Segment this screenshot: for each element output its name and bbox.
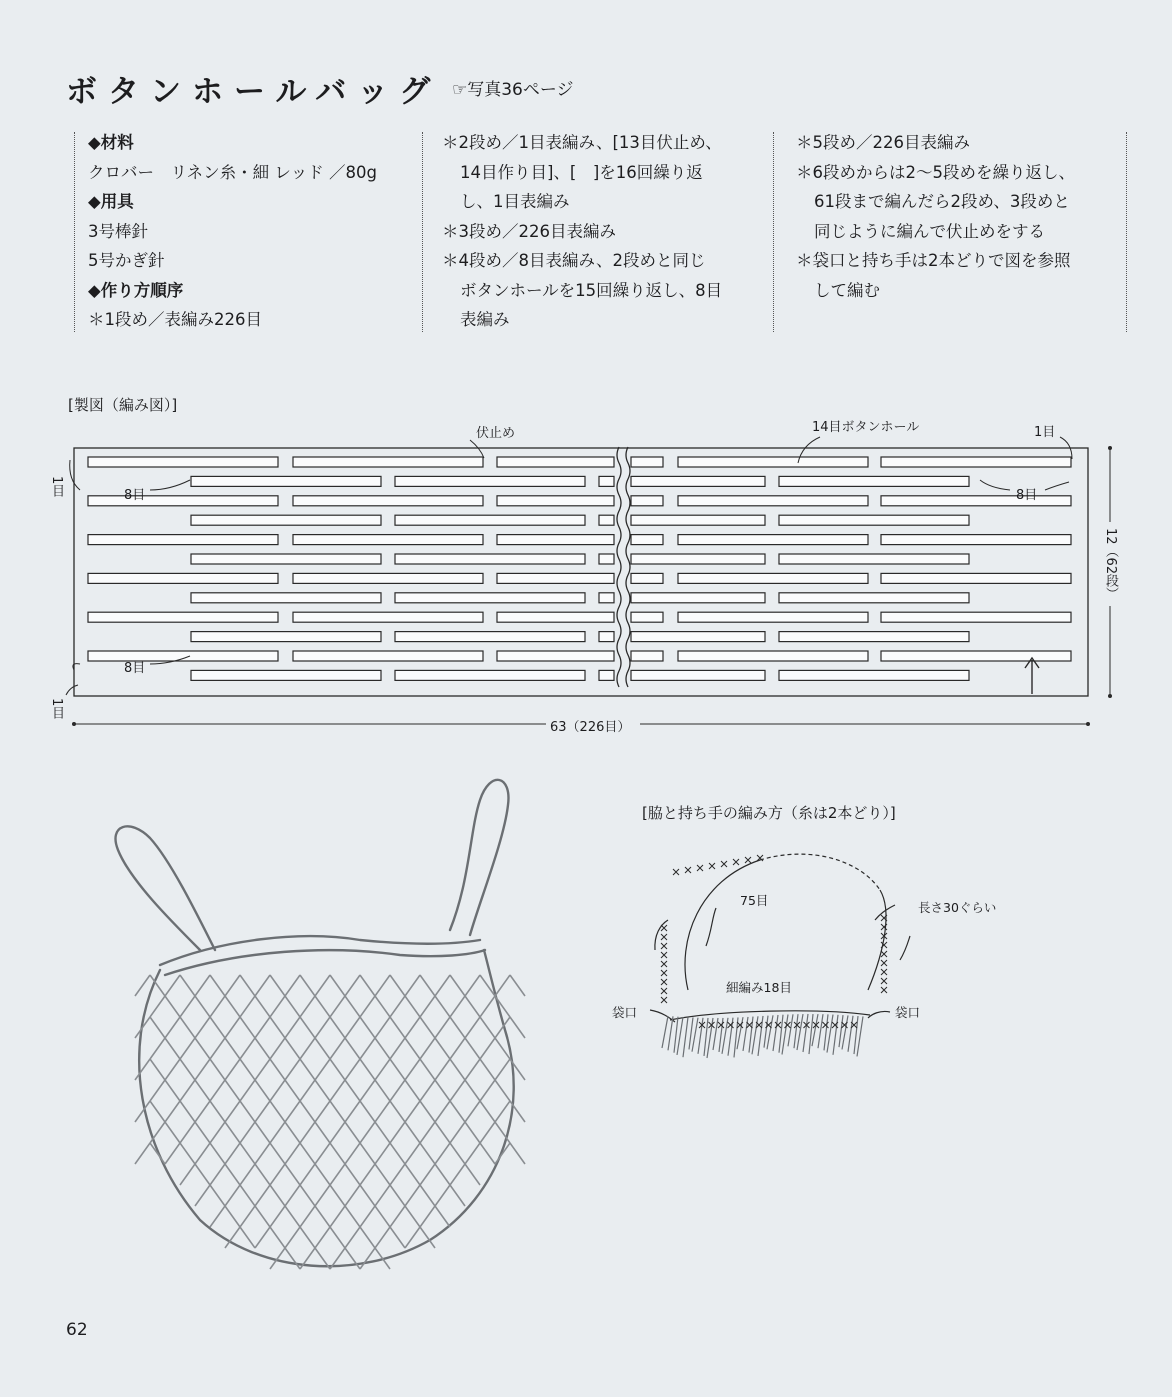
bag-mouth-right-label: 袋口 [895,1005,921,1020]
crochet-cross [709,863,715,869]
buttonhole-slot [293,457,483,467]
buttonhole-slot [395,554,585,564]
chart-group [74,448,1088,696]
buttonhole-slot [631,535,663,545]
leader-line [1045,482,1069,490]
buttonhole-slot [631,651,663,661]
net-mesh-row [225,1227,435,1248]
net-mesh-row [150,1122,510,1143]
buttonhole-slot [779,670,969,680]
buttonhole-slot [881,457,1071,467]
net-mesh-row [135,1143,525,1164]
buttonhole-slot [88,612,278,622]
buttonhole-slot [395,515,585,525]
buttonhole-slot [497,651,614,661]
step-4-line: ＊4段め／8目表編み、2段めと同じ [442,251,706,270]
break-line [617,447,621,687]
crochet-cross [775,1022,781,1028]
fringe-strand [683,1017,688,1057]
buttonhole-slot [88,573,278,583]
buttonhole-slot [599,476,614,486]
buttonhole-slot [631,593,765,603]
net-mesh-row [150,996,510,1017]
buttonhole-slot [599,515,614,525]
fringe-strand [794,1014,798,1048]
crochet-cross [881,942,887,948]
buttonhole-slot [599,593,614,603]
fringe-strand [764,1016,768,1048]
crochet-cross [881,987,887,993]
leader-line [980,480,1010,490]
handle-diagram [650,854,910,1022]
one-stitch-left-top-label: 1目 [49,476,64,498]
buttonhole-slot [631,476,765,486]
crochet-cross [661,925,667,931]
buttonhole-slot [678,535,868,545]
buttonhole-slot [678,651,868,661]
page-number: 62 [66,1320,88,1340]
height-label: 12（62段） [1103,528,1118,601]
buttonhole-slot [395,670,585,680]
step-6-line: 同じように編んで伏止めをする [814,221,1045,241]
buttonhole-slot [497,535,614,545]
fringe-strand [788,1014,793,1046]
bag-net [135,975,525,1269]
break-line [626,447,630,687]
crochet-cross [745,857,751,863]
leader-line [868,1011,890,1018]
net-mesh-row [180,1164,480,1185]
buttonhole-slot [678,612,868,622]
eight-stitch-right-label: 8目 [1016,488,1038,503]
order-heading: ◆作り方順序 [88,280,184,300]
fringe-strand [704,1018,708,1056]
buttonhole-slot [881,573,1071,583]
page-title: ボタンホールバッグ [66,74,442,110]
handle-section-title: [脇と持ち手の編み方（糸は2本どり）] [642,804,896,822]
net-mesh-row [135,1101,525,1122]
leader-line [150,480,190,490]
fringe [662,1014,863,1058]
buttonhole-slot [678,457,868,467]
buttonhole-slot [191,593,381,603]
buttonhole-slot [88,457,278,467]
crochet-cross [881,969,887,975]
bag-mouth-left-label: 袋口 [612,1005,638,1020]
arrow-curve [706,908,716,946]
buttonhole-slot [191,670,381,680]
one-stitch-left-bottom-label: 1目 [49,698,64,720]
fringe-strand [803,1014,808,1052]
buttonhole-slot [395,476,585,486]
leader-line [66,685,78,695]
bag-handle-left [116,826,215,950]
crochet-crosses [661,855,887,1028]
step-4-line: 表編み [460,310,510,329]
net-mesh-row [135,1017,525,1038]
step-3-line: ＊3段め／226目表編み [442,221,616,241]
diagram-section-title: [製図（編み図）] [68,396,178,414]
eight-stitch-left-top-label: 8目 [124,488,146,503]
bind-off-label: 伏止め [476,426,516,441]
crochet-cross [661,988,667,994]
step-4-line: ボタンホールを15回繰り返し、8目 [460,280,723,300]
fringe-strand [734,1017,738,1057]
tool-hook: 5号かぎ針 [88,251,165,270]
chain-arc-dashed [760,854,880,890]
buttonhole-slot [631,554,765,564]
single-crochet-label: 細編み18目 [726,980,792,995]
crochet-cross [823,1022,829,1028]
buttonhole-slot [497,573,614,583]
crochet-cross [661,943,667,949]
buttonhole-slot [779,632,969,642]
step-1: ＊1段め／表編み226目 [88,310,262,329]
leader-line [470,440,484,458]
buttonhole-slot [191,476,381,486]
buttonhole-slot [293,496,483,506]
buttonhole-slot [191,554,381,564]
buttonhole-slot [881,612,1071,622]
buttonhole-slot [293,535,483,545]
handle-note-line: して編む [814,280,880,300]
fringe-strand [824,1014,828,1050]
fringe-strand [743,1017,748,1051]
dimension-dot [1086,722,1090,726]
eight-stitch-left-bottom-label: 8目 [124,661,146,676]
step-2-line: ＊2段め／1目表編み、[13目伏止め、 [442,133,722,152]
fringe-strand [818,1014,823,1048]
crochet-cross [881,978,887,984]
fringe-strand [662,1016,668,1048]
fringe-strand [809,1014,813,1054]
fringe-strand [668,1016,673,1050]
buttonhole-slot [631,670,765,680]
buttonhole-label: 14目ボタンホール [812,420,920,435]
buttonhole-slot [88,651,278,661]
buttonhole-slot [599,632,614,642]
buttonhole-slot [881,496,1071,506]
crochet-cross [661,979,667,985]
buttonhole-slot [497,612,614,622]
net-mesh-row [150,1080,510,1101]
dimension-dot [1108,446,1112,450]
dimension-dot [1108,694,1112,698]
crochet-cross [661,952,667,958]
buttonhole-slot [779,515,969,525]
crochet-cross [881,951,887,957]
buttonhole-slot [678,573,868,583]
net-mesh-row [150,1038,510,1059]
net-mesh-row [135,975,525,996]
chain-count-label: 75目 [740,893,769,908]
arrow-curve [900,936,910,960]
crochet-cross [673,869,679,875]
buttonhole-slot [631,457,663,467]
tool-needle: 3号棒針 [88,221,148,241]
step-2-line: し、1目表編み [460,192,570,211]
bag-handle-right [450,780,508,935]
fringe-strand [689,1017,693,1049]
chain-loop [685,860,760,990]
tools-heading: ◆用具 [88,192,134,211]
buttonhole-slot [497,496,614,506]
fringe-strand [833,1015,838,1055]
buttonhole-slot [881,535,1071,545]
crochet-cross [661,961,667,967]
crochet-cross [721,861,727,867]
buttonhole-slot [779,554,969,564]
buttonhole-slot [293,651,483,661]
photo-page-reference: ☞写真36ページ [452,80,574,100]
buttonhole-slot [497,457,614,467]
fringe-strand [758,1016,763,1056]
crochet-cross [661,934,667,940]
buttonhole-slot [395,593,585,603]
step-2-line: 14目作り目]、[ ]を16回繰り返 [460,162,703,182]
fringe-base [670,1011,870,1020]
buttonhole-slot [779,476,969,486]
buttonhole-slot [631,632,765,642]
crochet-cross [718,1022,724,1028]
buttonhole-slot [293,573,483,583]
buttonhole-slot [88,535,278,545]
buttonhole-slot [395,632,585,642]
buttonhole-slot [631,612,663,622]
buttonhole-slot [599,670,614,680]
chain-loop [868,890,886,990]
buttonhole-slot [779,593,969,603]
length-label: 長さ30ぐらい [918,900,997,915]
crochet-cross [697,865,703,871]
buttonhole-slot [191,632,381,642]
buttonhole-slot [191,515,381,525]
leader-line [70,460,80,490]
materials-text: クロバー リネン糸・細 レッド ／80g [88,162,377,182]
buttonhole-slot [631,515,765,525]
fringe-strand [854,1016,858,1054]
crochet-cross [785,1022,791,1028]
buttonhole-slot [293,612,483,622]
crochet-cross [661,970,667,976]
buttonhole-slot [631,573,663,583]
width-label: 63（226目） [550,720,631,735]
buttonhole-slot [881,651,1071,661]
net-mesh-row [135,1059,525,1080]
fringe-strand [848,1016,853,1052]
net-mesh-row [195,1185,465,1206]
handle-note-line: ＊袋口と持ち手は2本どりで図を参照 [796,251,1071,270]
buttonhole-slot [88,496,278,506]
step-6-line: 61段まで編んだら2段め、3段めと [814,192,1070,211]
buttonhole-slot [599,554,614,564]
fringe-strand [839,1015,843,1047]
crochet-cross [685,867,691,873]
dimension-dot [72,722,76,726]
net-mesh-row [210,1206,450,1227]
crochet-cross [881,960,887,966]
fringe-strand [773,1015,778,1051]
bag-rim [165,950,485,975]
materials-heading: ◆材料 [88,133,134,152]
crochet-cross [733,859,739,865]
crochet-cross [661,997,667,1003]
step-6-line: ＊6段めからは2〜5段めを繰り返し、 [796,162,1075,182]
one-stitch-top-label: 1目 [1034,425,1056,440]
buttonhole-slot [631,496,663,506]
fringe-strand [779,1015,783,1053]
step-5-line: ＊5段め／226目表編み [796,133,970,152]
buttonhole-slot [678,496,868,506]
